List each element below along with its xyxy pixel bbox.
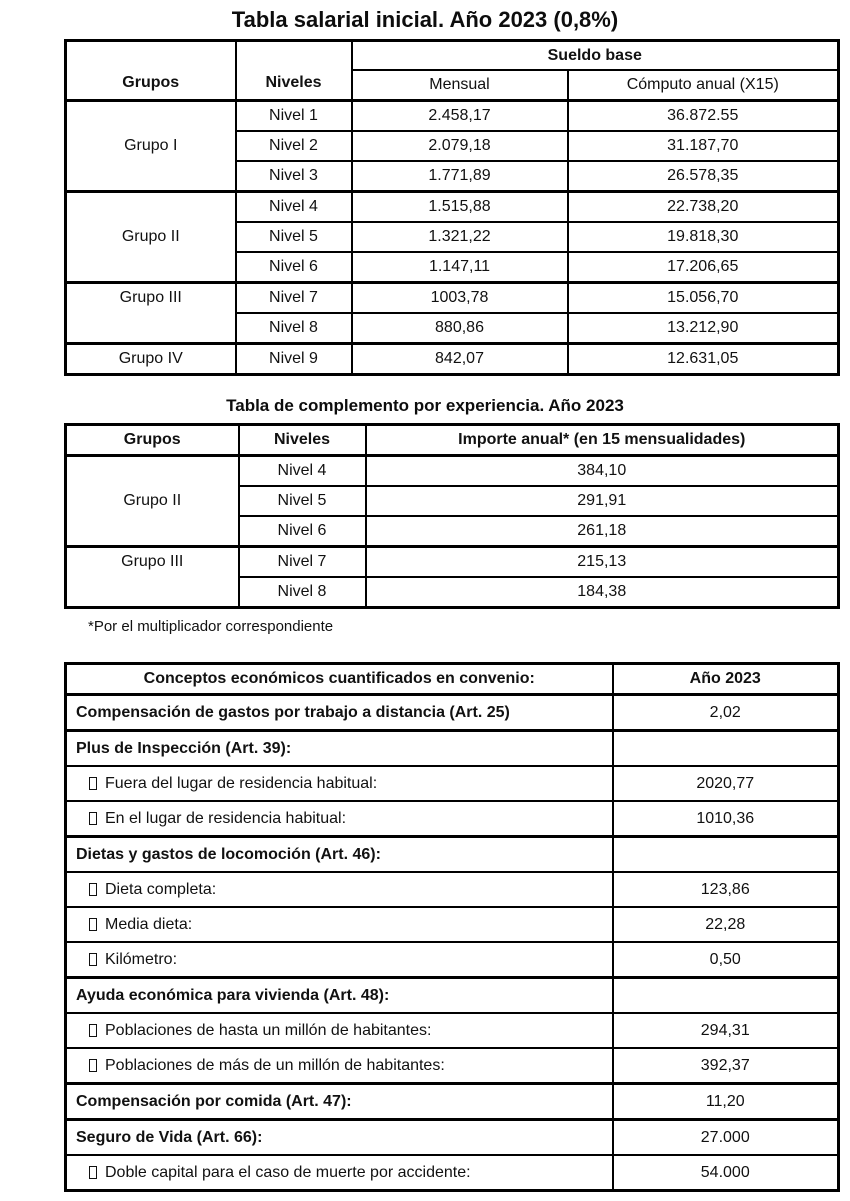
concept-label: Plus de Inspección (Art. 39): [66,731,613,767]
footnote: *Por el multiplicador correspondiente [88,618,334,635]
table-row [66,101,839,132]
concept-label [66,1013,613,1048]
table-row [66,1155,839,1191]
concept-label [66,942,613,978]
grupos-header: Grupos [66,41,236,101]
mensual-cell: 1.321,22 [352,222,568,252]
concept-value: 2020,77 [613,766,839,801]
anual-cell: 13.212,90 [568,313,839,344]
concept-value: 1010,36 [613,801,839,837]
table-row [66,192,839,223]
nivel-cell: Nivel 8 [236,313,352,344]
table-row [66,1084,839,1120]
concept-value: 294,31 [613,1013,839,1048]
nivel-cell: Nivel 5 [239,486,366,516]
concept-value: 27.000 [613,1120,839,1156]
concept-value: 2,02 [613,695,839,731]
importe-header: Importe anual* (en 15 mensualidades) [366,425,839,456]
initial-salary-table-title: Tabla salarial inicial. Año 2023 (0,8%) [231,7,619,32]
table-header-row [66,41,839,71]
grupo-cell: Grupo IV [66,344,236,375]
anual-cell: 36.872.55 [568,101,839,132]
concept-value: 22,28 [613,907,839,942]
table-row [66,1013,839,1048]
mensual-cell: 842,07 [352,344,568,375]
nivel-cell: Nivel 2 [236,131,352,161]
experience-complement-table [64,423,840,609]
concept-label [66,1155,613,1191]
table-row [66,872,839,907]
concept-value: 392,37 [613,1048,839,1084]
nivel-cell: Nivel 7 [236,283,352,314]
importe-cell: 261,18 [366,516,839,547]
computo-anual-header: Cómputo anual (X15) [568,70,839,101]
box-bullet-icon [89,812,97,825]
box-bullet-icon [89,918,97,931]
nivel-cell: Nivel 6 [236,252,352,283]
concept-label: Ayuda económica para vivienda (Art. 48): [66,978,613,1014]
table-row [66,695,839,731]
anual-cell: 26.578,35 [568,161,839,192]
concept-value: 54.000 [613,1155,839,1191]
table-row [66,731,839,767]
nivel-cell: Nivel 5 [236,222,352,252]
box-bullet-icon [89,953,97,966]
box-bullet-icon [89,1059,97,1072]
table-header-row [66,664,839,695]
grupo-cell: Grupo III [66,283,236,344]
importe-cell: 291,91 [366,486,839,516]
mensual-cell: 880,86 [352,313,568,344]
box-bullet-icon [89,1024,97,1037]
anual-cell: 19.818,30 [568,222,839,252]
experience-complement-table-title: Tabla de complemento por experiencia. Año 2023 [226,396,624,415]
table-row [66,837,839,873]
anual-cell: 17.206,65 [568,252,839,283]
nivel-cell: Nivel 3 [236,161,352,192]
niveles-header: Niveles [239,425,366,456]
concept-value [613,978,839,1014]
concept-label [66,1048,613,1084]
mensual-cell: 1.147,11 [352,252,568,283]
table-row [66,1120,839,1156]
nivel-cell: Nivel 1 [236,101,352,132]
sueldo-base-header: Sueldo base [352,41,839,71]
table-row [66,801,839,837]
mensual-header: Mensual [352,70,568,101]
nivel-cell: Nivel 8 [239,577,366,608]
importe-cell: 384,10 [366,456,839,487]
concept-label [66,872,613,907]
concept-label-text: Doble capital para el caso de muerte por accidente: [105,1163,471,1181]
anual-cell: 15.056,70 [568,283,839,314]
table-row [66,547,839,578]
table-header-row [66,425,839,456]
concept-label-text: Fuera del lugar de residencia habitual: [105,774,378,792]
table-row [66,1048,839,1084]
niveles-header: Niveles [236,41,352,101]
nivel-cell: Nivel 7 [239,547,366,578]
mensual-cell: 2.458,17 [352,101,568,132]
box-bullet-icon [89,883,97,896]
concept-label [66,801,613,837]
nivel-cell: Nivel 4 [239,456,366,487]
nivel-cell: Nivel 4 [236,192,352,223]
mensual-cell: 2.079,18 [352,131,568,161]
table-row [66,766,839,801]
importe-cell: 215,13 [366,547,839,578]
initial-salary-table [64,39,840,376]
concept-label [66,766,613,801]
concept-label: Compensación de gastos por trabajo a distancia (Art. 25) [66,695,613,731]
concept-label-text: Dieta completa: [105,880,217,898]
concept-value: 123,86 [613,872,839,907]
concept-label-text: Kilómetro: [105,950,178,968]
concept-value [613,837,839,873]
concept-label: Compensación por comida (Art. 47): [66,1084,613,1120]
table-row [66,283,839,314]
concept-label-text: Media dieta: [105,915,193,933]
mensual-cell: 1.515,88 [352,192,568,223]
box-bullet-icon [89,1166,97,1179]
concept-value: 0,50 [613,942,839,978]
nivel-cell: Nivel 9 [236,344,352,375]
concept-label-text: Poblaciones de hasta un millón de habitantes: [105,1021,432,1039]
table-row [66,978,839,1014]
table-row [66,907,839,942]
grupo-cell: Grupo II [66,192,236,283]
anual-cell: 12.631,05 [568,344,839,375]
mensual-cell: 1003,78 [352,283,568,314]
concept-label-text: En el lugar de residencia habitual: [105,809,347,827]
concept-value [613,731,839,767]
nivel-cell: Nivel 6 [239,516,366,547]
grupo-cell: Grupo I [66,101,236,192]
box-bullet-icon [89,777,97,790]
concepts-header: Conceptos económicos cuantificados en convenio: [66,664,613,695]
grupo-cell: Grupo III [66,547,239,608]
grupos-header: Grupos [66,425,239,456]
economic-concepts-table [64,662,840,1192]
importe-cell: 184,38 [366,577,839,608]
table-row [66,942,839,978]
concept-label [66,907,613,942]
table-row [66,456,839,487]
grupo-cell: Grupo II [66,456,239,547]
anual-cell: 31.187,70 [568,131,839,161]
concept-label-text: Poblaciones de más de un millón de habitantes: [105,1056,445,1074]
concept-label: Seguro de Vida (Art. 66): [66,1120,613,1156]
concept-value: 11,20 [613,1084,839,1120]
year-header: Año 2023 [613,664,839,695]
table-row [66,344,839,375]
concept-label: Dietas y gastos de locomoción (Art. 46): [66,837,613,873]
anual-cell: 22.738,20 [568,192,839,223]
mensual-cell: 1.771,89 [352,161,568,192]
